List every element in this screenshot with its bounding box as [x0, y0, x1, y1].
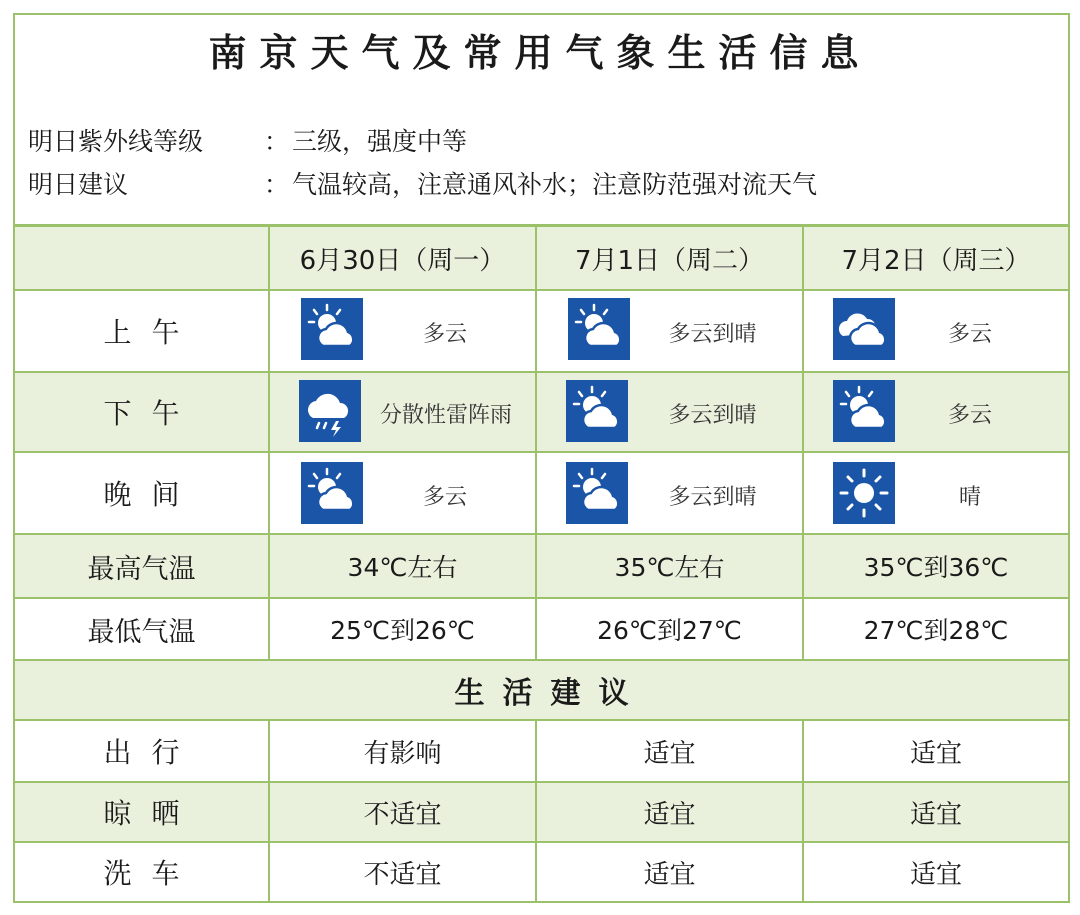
- weather-desc: 多云: [947, 403, 992, 428]
- weather-desc: 多云: [422, 485, 467, 510]
- day-header-3: 7月2日（周三）: [841, 245, 1031, 276]
- car-wash-value: 不适宜: [363, 859, 442, 890]
- row-label-max-temp: 最高气温: [87, 553, 196, 585]
- max-temp-value: 34℃左右: [347, 553, 458, 582]
- travel-value: 适宜: [643, 738, 696, 769]
- weather-desc: 多云到晴: [668, 403, 757, 428]
- weather-desc: 多云到晴: [668, 322, 757, 347]
- car-wash-value: 适宜: [643, 859, 696, 890]
- uv-level-value: 三级，强度中等: [292, 127, 468, 156]
- partly-cloudy-icon: [566, 462, 628, 524]
- min-temp-value: 27℃到28℃: [863, 616, 1009, 645]
- partly-cloudy-icon: [566, 380, 628, 442]
- min-temp-value: 26℃到27℃: [597, 616, 742, 645]
- day-header-2: 7月1日（周二）: [574, 245, 765, 276]
- drying-value: 不适宜: [363, 799, 442, 830]
- max-temp-value: 35℃左右: [614, 553, 725, 582]
- uv-level-row: [28, 122, 467, 158]
- cloudy-icon: [833, 298, 895, 360]
- advice-label: 明日建议: [28, 170, 129, 199]
- travel-value: 有影响: [363, 738, 442, 769]
- partly-cloudy-icon: [301, 298, 363, 360]
- weather-desc: 多云: [422, 322, 467, 347]
- partly-cloudy-icon: [568, 298, 630, 360]
- uv-level-label: 明日紫外线等级: [28, 127, 204, 156]
- row-label-min-temp: 最低气温: [87, 616, 196, 648]
- life-advice-title: 生活建议: [454, 676, 647, 711]
- partly-cloudy-icon: [301, 462, 363, 524]
- row-label-drying: 晾晒: [103, 797, 200, 830]
- sunny-icon: [833, 462, 895, 524]
- advice-sep: ：: [264, 170, 290, 199]
- max-temp-value: 35℃到36℃: [863, 553, 1009, 582]
- weather-desc: 多云: [947, 322, 992, 347]
- weather-desc: 晴: [958, 485, 981, 510]
- weather-desc: 多云到晴: [668, 485, 757, 510]
- partly-cloudy-icon: [833, 380, 895, 442]
- advice-value: 气温较高，注意通风补水；注意防范强对流天气: [292, 170, 818, 199]
- row-label-afternoon: 下午: [103, 397, 200, 430]
- page-title: 南京天气及常用气象生活信息: [208, 30, 872, 75]
- day-header-1: 6月30日（周一）: [299, 245, 506, 276]
- row-label-car-wash: 洗车: [103, 857, 200, 890]
- drying-value: 适宜: [643, 799, 696, 830]
- thunderstorm-icon: [299, 380, 361, 442]
- advice-row: [28, 165, 817, 201]
- weather-desc: 分散性雷阵雨: [379, 403, 512, 428]
- row-label-morning: 上午: [103, 316, 200, 349]
- travel-value: 适宜: [909, 738, 962, 769]
- uv-level-sep: ：: [264, 127, 290, 156]
- min-temp-value: 25℃到26℃: [330, 616, 475, 645]
- row-label-travel: 出行: [103, 736, 200, 769]
- row-label-evening: 晚间: [103, 478, 200, 511]
- car-wash-value: 适宜: [909, 859, 962, 890]
- drying-value: 适宜: [909, 799, 962, 830]
